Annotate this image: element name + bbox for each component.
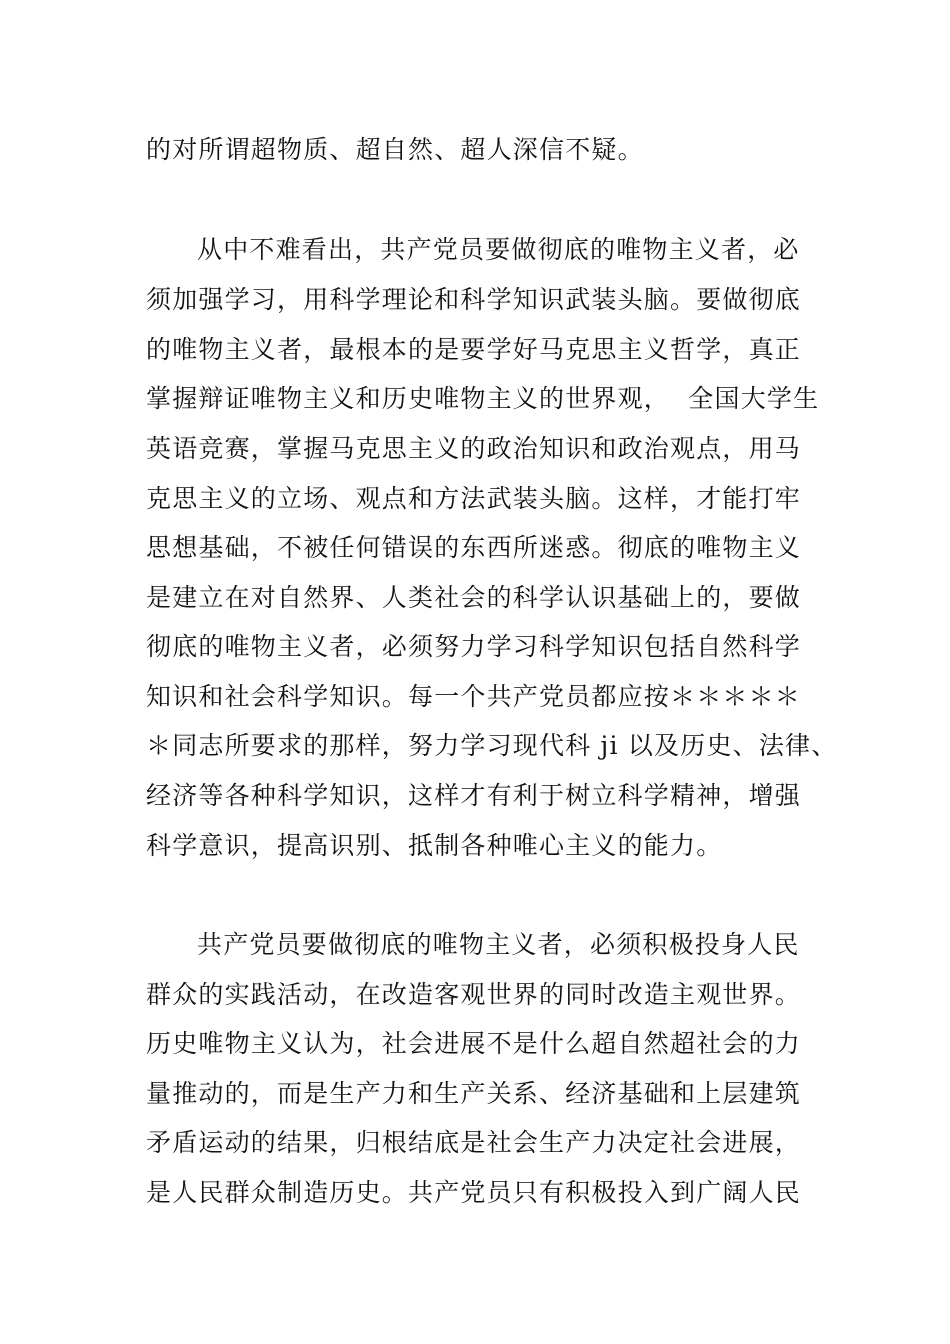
paragraph-line: 的对所谓超物质、超自然、超人深信不疑。 (146, 135, 644, 164)
paragraph-line: 英语竞赛，掌握马克思主义的政治知识和政治观点，用马 (146, 434, 802, 463)
paragraph-line: 从中不难看出，共产党员要做彻底的唯物主义者，必 (197, 235, 800, 264)
paragraph-line: 矛盾运动的结果，归根结底是社会生产力决定社会进展， (146, 1128, 802, 1157)
paragraph-line: 思想基础，不被任何错误的东西所迷惑。彻底的唯物主义 (146, 533, 802, 562)
paragraph-line: 是人民群众制造历史。共产党员只有积极投入到广阔人民 (146, 1178, 802, 1207)
paragraph-line: 须加强学习，用科学理论和科学知识武装头脑。要做彻底 (146, 285, 802, 314)
paragraph-line: 是建立在对自然界、人类社会的科学认识基础上的，要做 (146, 583, 802, 612)
paragraph-line: 知识和社会科学知识。每一个共产党员都应按＊＊＊＊＊ (146, 682, 802, 711)
paragraph-line: 克思主义的立场、观点和方法武装头脑。这样，才能打牢 (146, 484, 802, 513)
paragraph-line: 量推动的，而是生产力和生产关系、经济基础和上层建筑 (146, 1079, 802, 1108)
paragraph-line: 的唯物主义者，最根本的是要学好马克思主义哲学，真正 (146, 335, 802, 364)
paragraph-line: ＊同志所要求的那样，努力学习现代科 ji 以及历史、法律、 (146, 731, 838, 760)
paragraph-line: 共产党员要做彻底的唯物主义者，必须积极投身人民 (197, 930, 800, 959)
paragraph-line: 群众的实践活动，在改造客观世界的同时改造主观世界。 (146, 980, 802, 1009)
paragraph-line: 科学意识，提高识别、抵制各种唯心主义的能力。 (146, 831, 723, 860)
paragraph-line: 掌握辩证唯物主义和历史唯物主义的世界观， 全国大学生 (146, 384, 820, 413)
paragraph-line: 经济等各种科学知识，这样才有利于树立科学精神，增强 (146, 781, 802, 810)
paragraph-line: 彻底的唯物主义者，必须努力学习科学知识包括自然科学 (146, 632, 802, 661)
paragraph-line: 历史唯物主义认为，社会进展不是什么超自然超社会的力 (146, 1029, 802, 1058)
